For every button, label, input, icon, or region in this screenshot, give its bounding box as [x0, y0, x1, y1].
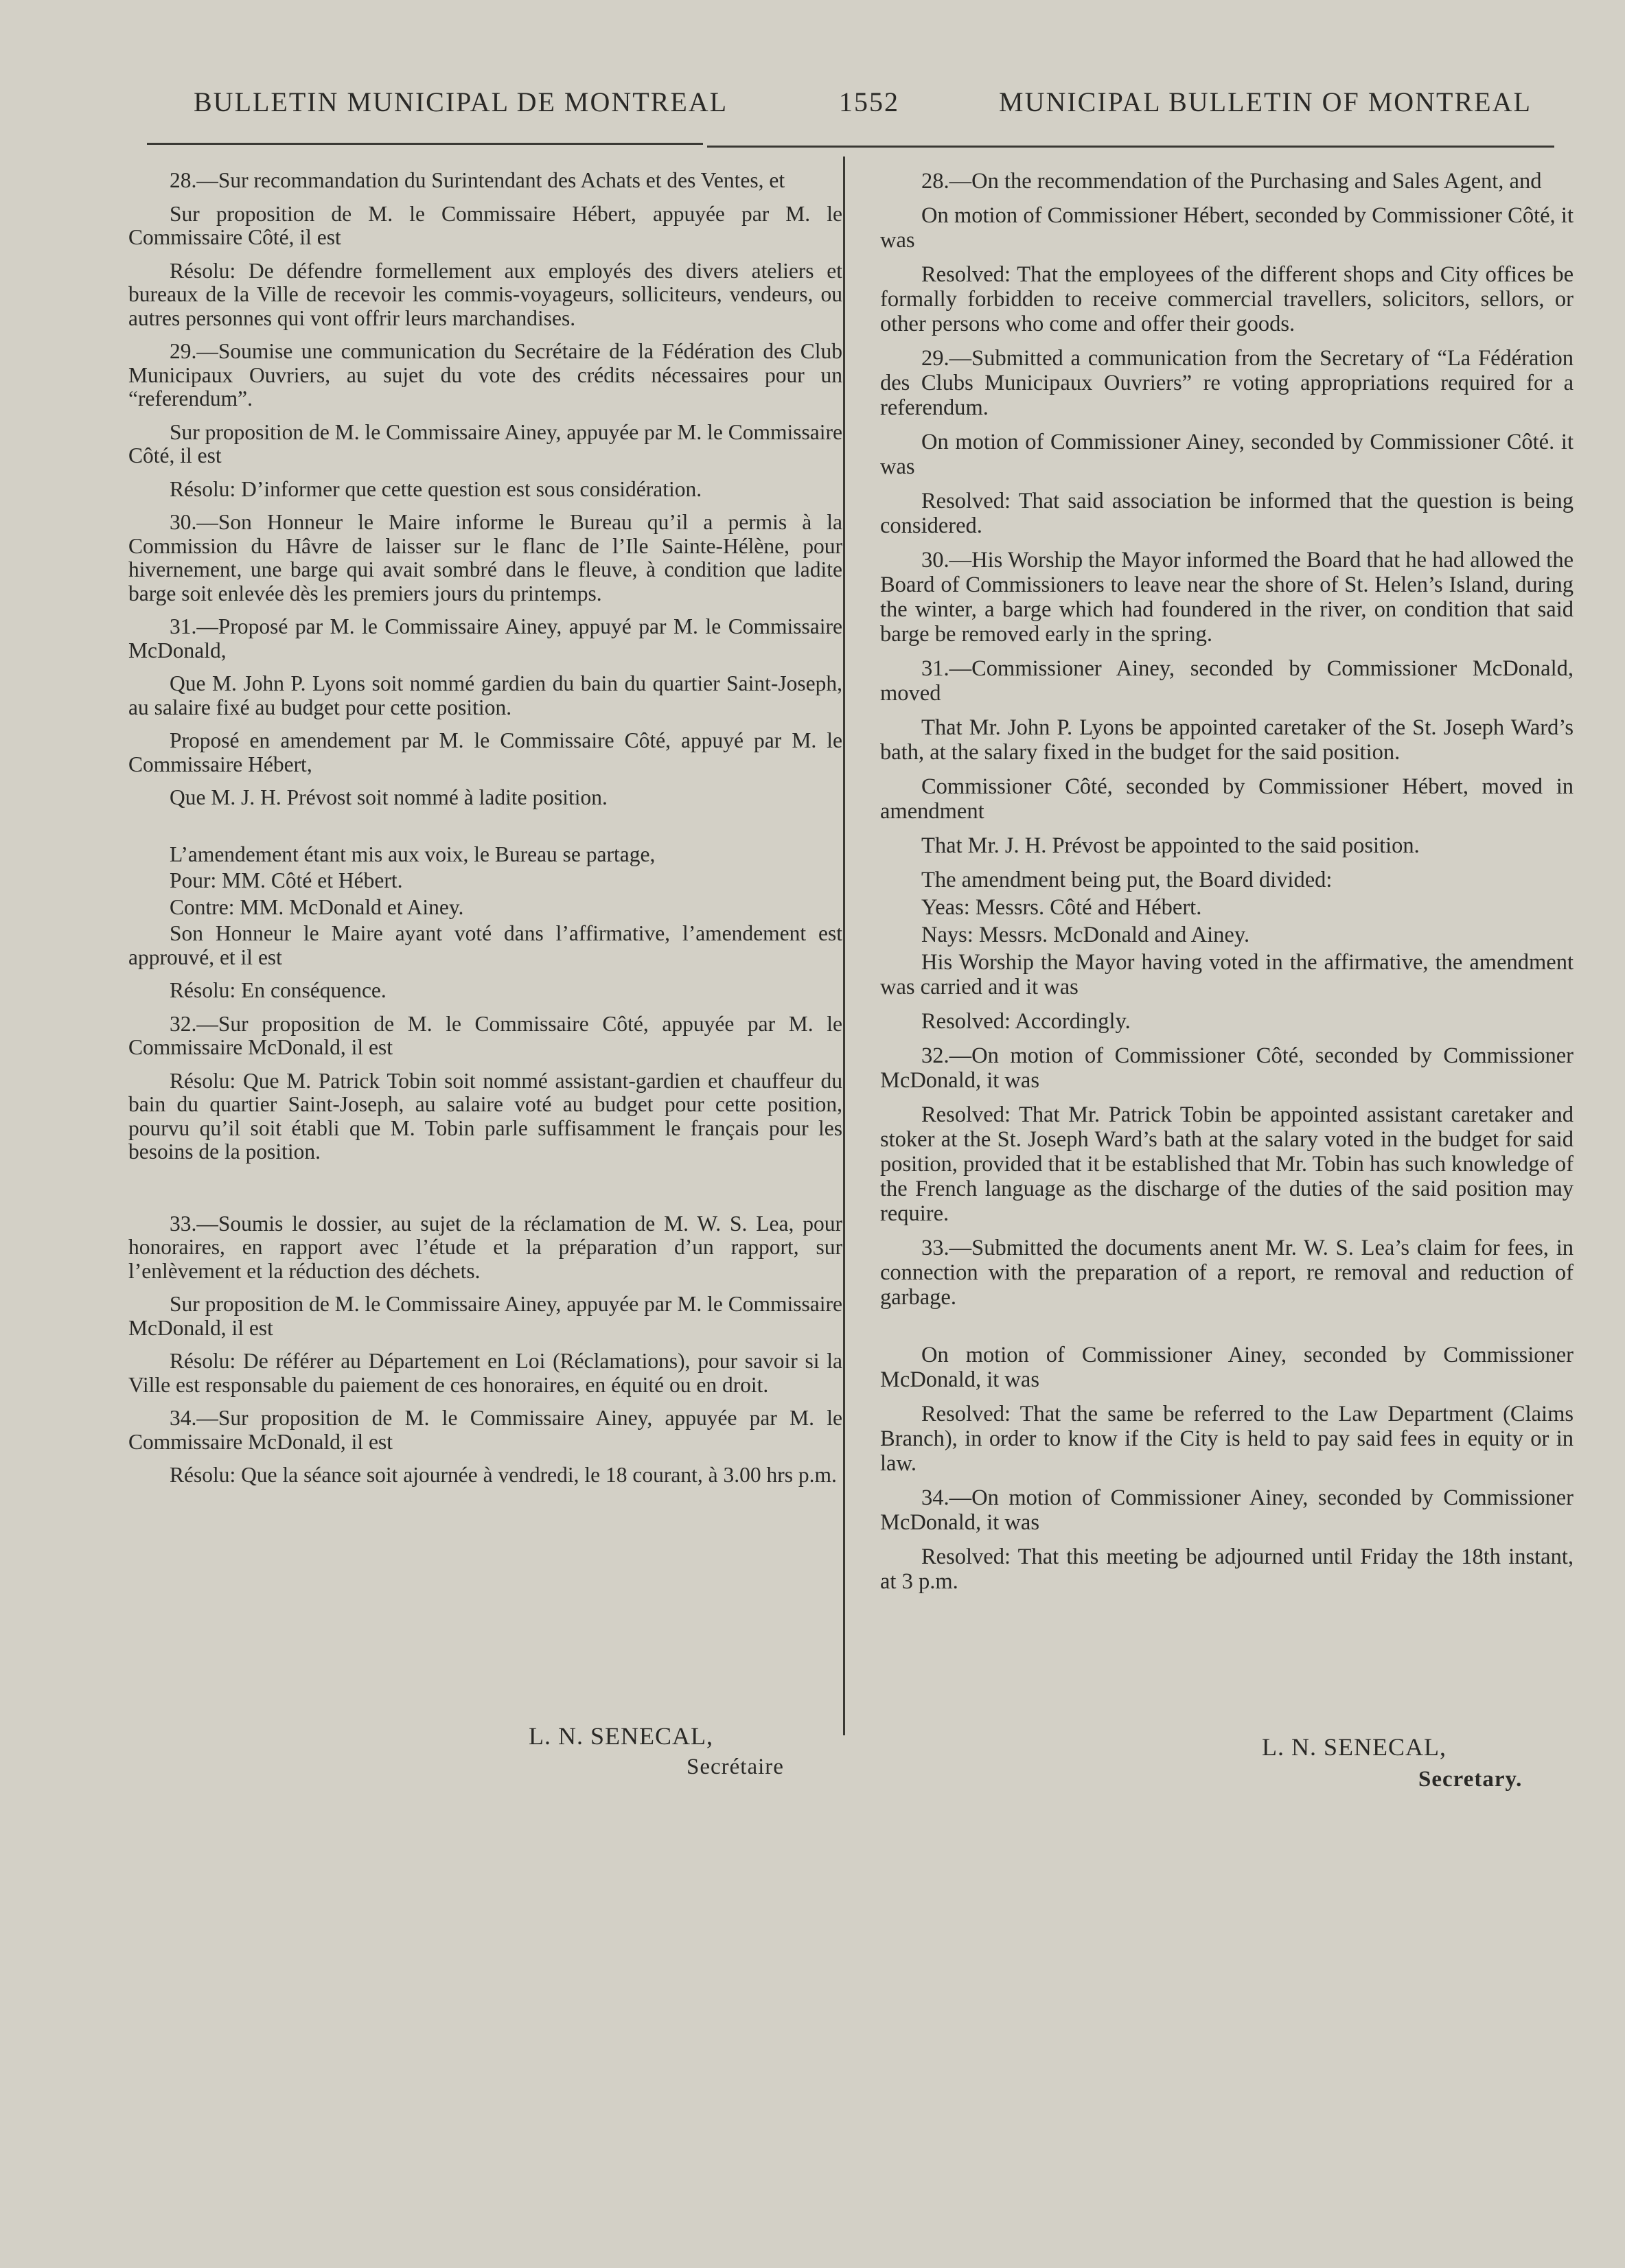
en-item-32-resolution: Resolved: That Mr. Patrick Tobin be appointed assistant caretaker and stoker at the St. Joseph Ward’s bath at the salary voted in the budget for said position, provided that it be established that Mr. Tobin has such knowledge of the French language as the discharge of the duties of the said position may require.: [880, 1102, 1574, 1226]
header-rule-left: [147, 143, 703, 145]
en-item-34-motion: 34.—On motion of Commissioner Ainey, seconded by Commissioner McDonald, it was: [880, 1485, 1574, 1535]
en-item-31-amendment: Commissioner Côté, seconded by Commissioner Hébert, moved in amendment: [880, 774, 1574, 824]
en-item-33-intro: 33.—Submitted the documents anent Mr. W. S. Lea’s claim for fees, in connection with the preparation of a report, re removal and reduction of garbage.: [880, 1236, 1574, 1310]
fr-item-34-motion: 34.—Sur proposition de M. le Commissaire Ainey, appuyée par M. le Commissaire McDonald, il est: [128, 1406, 842, 1454]
en-item-31-motion-text: That Mr. John P. Lyons be appointed caretaker of the St. Joseph Ward’s bath, at the salary fixed in the budget for the said position.: [880, 715, 1574, 765]
en-item-34-resolution: Resolved: That this meeting be adjourned until Friday the 18th instant, at 3 p.m.: [880, 1544, 1574, 1594]
fr-item-29-intro: 29.—Soumise une communication du Secrétaire de la Fédération des Club Municipaux Ouvriers, au sujet du vote des crédits nécessaires pour un “referendum”.: [128, 339, 842, 410]
fr-item-31-yeas: Pour: MM. Côté et Hébert.: [170, 868, 403, 892]
en-signature-title: Secretary.: [1418, 1767, 1523, 1792]
en-item-29-intro: 29.—Submitted a communication from the Secretary of “La Fédération des Clubs Municipaux Ouvriers” re voting appropriations required for a referendum.: [880, 346, 1574, 420]
header-english-title: MUNICIPAL BULLETIN OF MONTREAL: [999, 86, 1532, 117]
fr-item-34-resolution: Résolu: Que la séance soit ajournée à vendredi, le 18 courant, à 3.00 hrs p.m.: [170, 1463, 837, 1487]
fr-item-28-motion: Sur proposition de M. le Commissaire Hébert, appuyée par M. le Commissaire Côté, il est: [128, 201, 842, 249]
fr-item-30: 30.—Son Honneur le Maire informe le Bureau qu’il a permis à la Commission du Hâvre de laisser sur le flanc de l’Ile Sainte-Hélène, pour hivernement, une barge qui avait sombré dans le fleuve, à condition que ladite barge soit enlevée dès les premiers jours du printemps.: [128, 510, 842, 605]
fr-item-31-resolution: Résolu: En conséquence.: [170, 978, 387, 1002]
header-rule-right: [707, 146, 1554, 148]
french-column: [128, 169, 842, 1497]
spacer: [880, 1319, 1574, 1343]
page-number: 1552: [839, 86, 899, 117]
fr-signature-name: L. N. SENECAL,: [529, 1722, 713, 1750]
en-item-30: 30.—His Worship the Mayor informed the Board that he had allowed the Board of Commissioners to leave near the shore of St. Helen’s Island, during the winter, a barge which had foundered in the river, on condition that said barge be removed early in the spring.: [880, 548, 1574, 647]
en-item-31-resolution: Resolved: Accordingly.: [921, 1009, 1131, 1034]
fr-item-28-resolution: Résolu: De défendre formellement aux employés des divers ateliers et bureaux de la Ville de recevoir les commis-voyageurs, solliciteurs, vendeurs, ou autres personnes qui vont offrir leurs marchandises.: [128, 258, 842, 330]
page-header: [0, 86, 1625, 127]
column-divider: [843, 157, 845, 1735]
fr-item-33-intro: 33.—Soumis le dossier, au sujet de la réclamation de M. W. S. Lea, pour honoraires, en rapport avec l’étude et la préparation d’un rapport, sur l’enlèvement et la réduction des déchets.: [128, 1211, 842, 1283]
en-item-31-vote: The amendment being put, the Board divided:: [921, 868, 1333, 892]
fr-item-31-vote: L’amendement étant mis aux voix, le Bureau se partage,: [170, 842, 656, 866]
fr-item-33-resolution: Résolu: De référer au Département en Loi (Réclamations), pour savoir si la Ville est responsable du paiement de ces honoraires, en équité ou en droit.: [128, 1349, 842, 1397]
en-item-31-yeas: Yeas: Messrs. Côté and Hébert.: [921, 895, 1202, 920]
en-item-31-amendment-text: That Mr. J. H. Prévost be appointed to the said position.: [921, 833, 1420, 858]
fr-item-33-motion: Sur proposition de M. le Commissaire Ainey, appuyée par M. le Commissaire McDonald, il est: [128, 1292, 842, 1340]
fr-item-31-mayor: Son Honneur le Maire ayant voté dans l’affirmative, l’amendement est approuvé, et il est: [128, 921, 842, 969]
en-item-31-nays: Nays: Messrs. McDonald and Ainey.: [921, 923, 1250, 947]
fr-item-31-motion-text: Que M. John P. Lyons soit nommé gardien du bain du quartier Saint-Joseph, au salaire fixé au budget pour cette position.: [128, 671, 842, 719]
spacer: [128, 1174, 842, 1212]
fr-item-31-nays: Contre: MM. McDonald et Ainey.: [170, 894, 464, 919]
fr-item-31-proposal: 31.—Proposé par M. le Commissaire Ainey, appuyé par M. le Commissaire McDonald,: [128, 614, 842, 662]
en-item-32-motion: 32.—On motion of Commissioner Côté, seconded by Commissioner McDonald, it was: [880, 1043, 1574, 1093]
fr-item-31-amendment-text: Que M. J. H. Prévost soit nommé à ladite position.: [170, 785, 608, 809]
en-item-31-proposal: 31.—Commissioner Ainey, seconded by Commissioner McDonald, moved: [880, 656, 1574, 706]
english-column: [880, 169, 1574, 1604]
header-french-title: BULLETIN MUNICIPAL DE MONTREAL: [194, 86, 728, 117]
en-item-33-resolution: Resolved: That the same be referred to the Law Department (Claims Branch), in order to know if the City is held to pay said fees in equity or in law.: [880, 1402, 1574, 1476]
spacer: [128, 820, 842, 843]
en-item-29-resolution: Resolved: That said association be informed that the question is being considered.: [880, 489, 1574, 538]
en-item-28-motion: On motion of Commissioner Hébert, seconded by Commissioner Côté, it was: [880, 203, 1574, 253]
en-item-28-resolution: Resolved: That the employees of the different shops and City offices be formally forbidden to receive commercial travellers, solicitors, sellors, or other persons who come and offer their goods.: [880, 262, 1574, 336]
en-item-29-motion: On motion of Commissioner Ainey, seconded by Commissioner Côté. it was: [880, 430, 1574, 479]
fr-item-29-resolution: Résolu: D’informer que cette question est sous considération.: [170, 476, 702, 501]
en-item-33-motion: On motion of Commissioner Ainey, seconded by Commissioner McDonald, it was: [880, 1343, 1574, 1392]
en-item-28-intro: 28.—On the recommendation of the Purchasing and Sales Agent, and: [921, 169, 1542, 194]
fr-item-32-resolution: Résolu: Que M. Patrick Tobin soit nommé assistant-gardien et chauffeur du bain du quartier Saint-Joseph, au salaire voté au budget pour cette position, pourvu qu’il soit établi que M. Tobin parle suffisamment le français pour les besoins de la position.: [128, 1068, 842, 1164]
fr-item-32-motion: 32.—Sur proposition de M. le Commissaire Côté, appuyée par M. le Commissaire McDonald, il est: [128, 1011, 842, 1059]
fr-signature-title: Secrétaire: [687, 1755, 784, 1779]
fr-item-29-motion: Sur proposition de M. le Commissaire Ainey, appuyée par M. le Commissaire Côté, il est: [128, 419, 842, 467]
en-item-31-mayor: His Worship the Mayor having voted in the affirmative, the amendment was carried and it was: [880, 950, 1574, 999]
fr-item-28-intro: 28.—Sur recommandation du Surintendant des Achats et des Ventes, et: [170, 168, 785, 192]
fr-item-31-amendment: Proposé en amendement par M. le Commissaire Côté, appuyé par M. le Commissaire Hébert,: [128, 728, 842, 776]
en-signature-name: L. N. SENECAL,: [1262, 1733, 1447, 1761]
